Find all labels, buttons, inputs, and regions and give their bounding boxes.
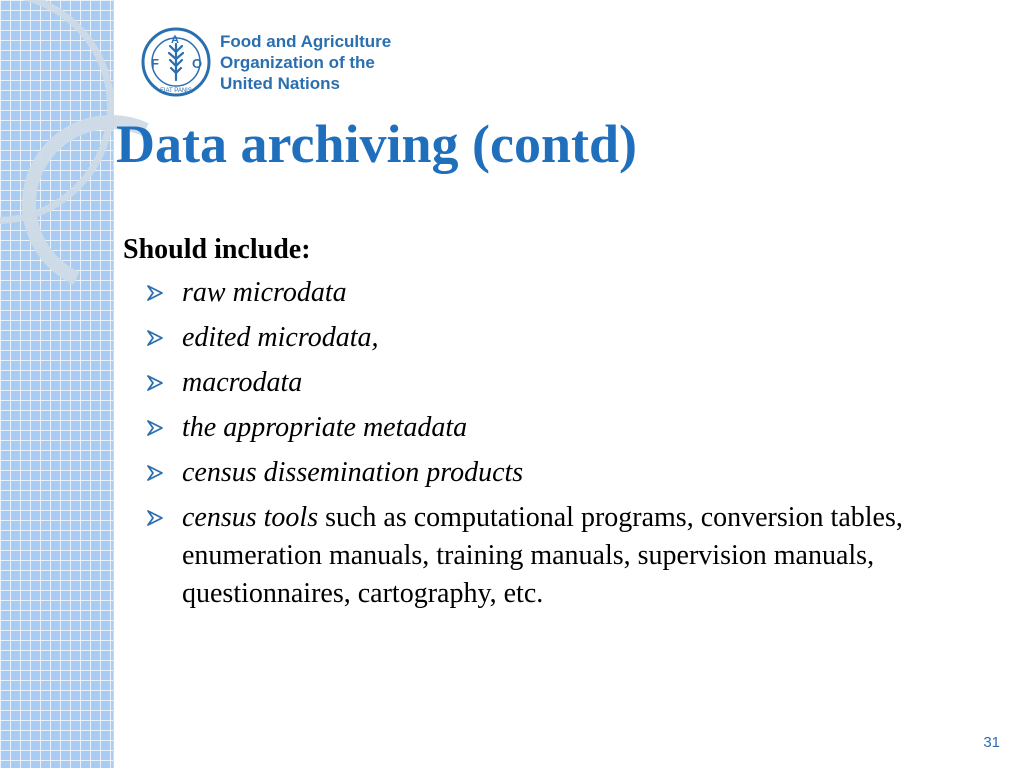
page-number: 31 — [983, 734, 1000, 751]
slide-content — [123, 232, 1003, 620]
bullet-item — [123, 274, 1003, 312]
arrow-bullet-icon — [145, 328, 165, 348]
arrow-bullet-icon — [145, 508, 165, 528]
arrow-bullet-icon — [145, 373, 165, 393]
arrow-bullet-icon — [145, 283, 165, 303]
bullet-italic-text: the appropriate metadata — [182, 412, 468, 443]
bullet-item — [123, 454, 1003, 492]
bullet-plain-text: such as computational programs, conversion tables, enumeration manuals, training manuals, supervision manuals, questionnaires, cartography, etc. — [182, 502, 903, 609]
bullet-list — [123, 274, 1003, 613]
bullet-item — [123, 319, 1003, 357]
fao-emblem-icon — [140, 26, 212, 98]
organization-name — [220, 31, 391, 94]
bullet-italic-text: raw microdata — [182, 277, 347, 308]
emblem-letter-a: A — [171, 34, 179, 46]
intro-text: Should include: — [123, 234, 311, 265]
bullet-item — [123, 409, 1003, 447]
bullet-italic-text: edited microdata, — [182, 322, 379, 353]
emblem-motto: FIAT PANIS — [160, 88, 192, 94]
bullet-item — [123, 499, 1003, 613]
slide-title: Data archiving (contd) — [116, 114, 637, 174]
fao-logo — [140, 26, 390, 98]
emblem-letter-o: O — [192, 56, 203, 71]
arrow-bullet-icon — [145, 463, 165, 483]
bullet-item — [123, 364, 1003, 402]
bullet-italic-text: census tools — [182, 502, 319, 533]
organization-name-line-2: Organization of the — [220, 52, 375, 72]
organization-name-line-1: Food and Agriculture — [220, 31, 392, 51]
organization-name-line-3: United Nations — [220, 73, 340, 93]
emblem-letter-f: F — [151, 56, 159, 71]
bullet-italic-text: census dissemination products — [182, 457, 524, 488]
bullet-italic-text: macrodata — [182, 367, 303, 398]
arrow-bullet-icon — [145, 418, 165, 438]
side-decoration-panel — [0, 0, 114, 768]
